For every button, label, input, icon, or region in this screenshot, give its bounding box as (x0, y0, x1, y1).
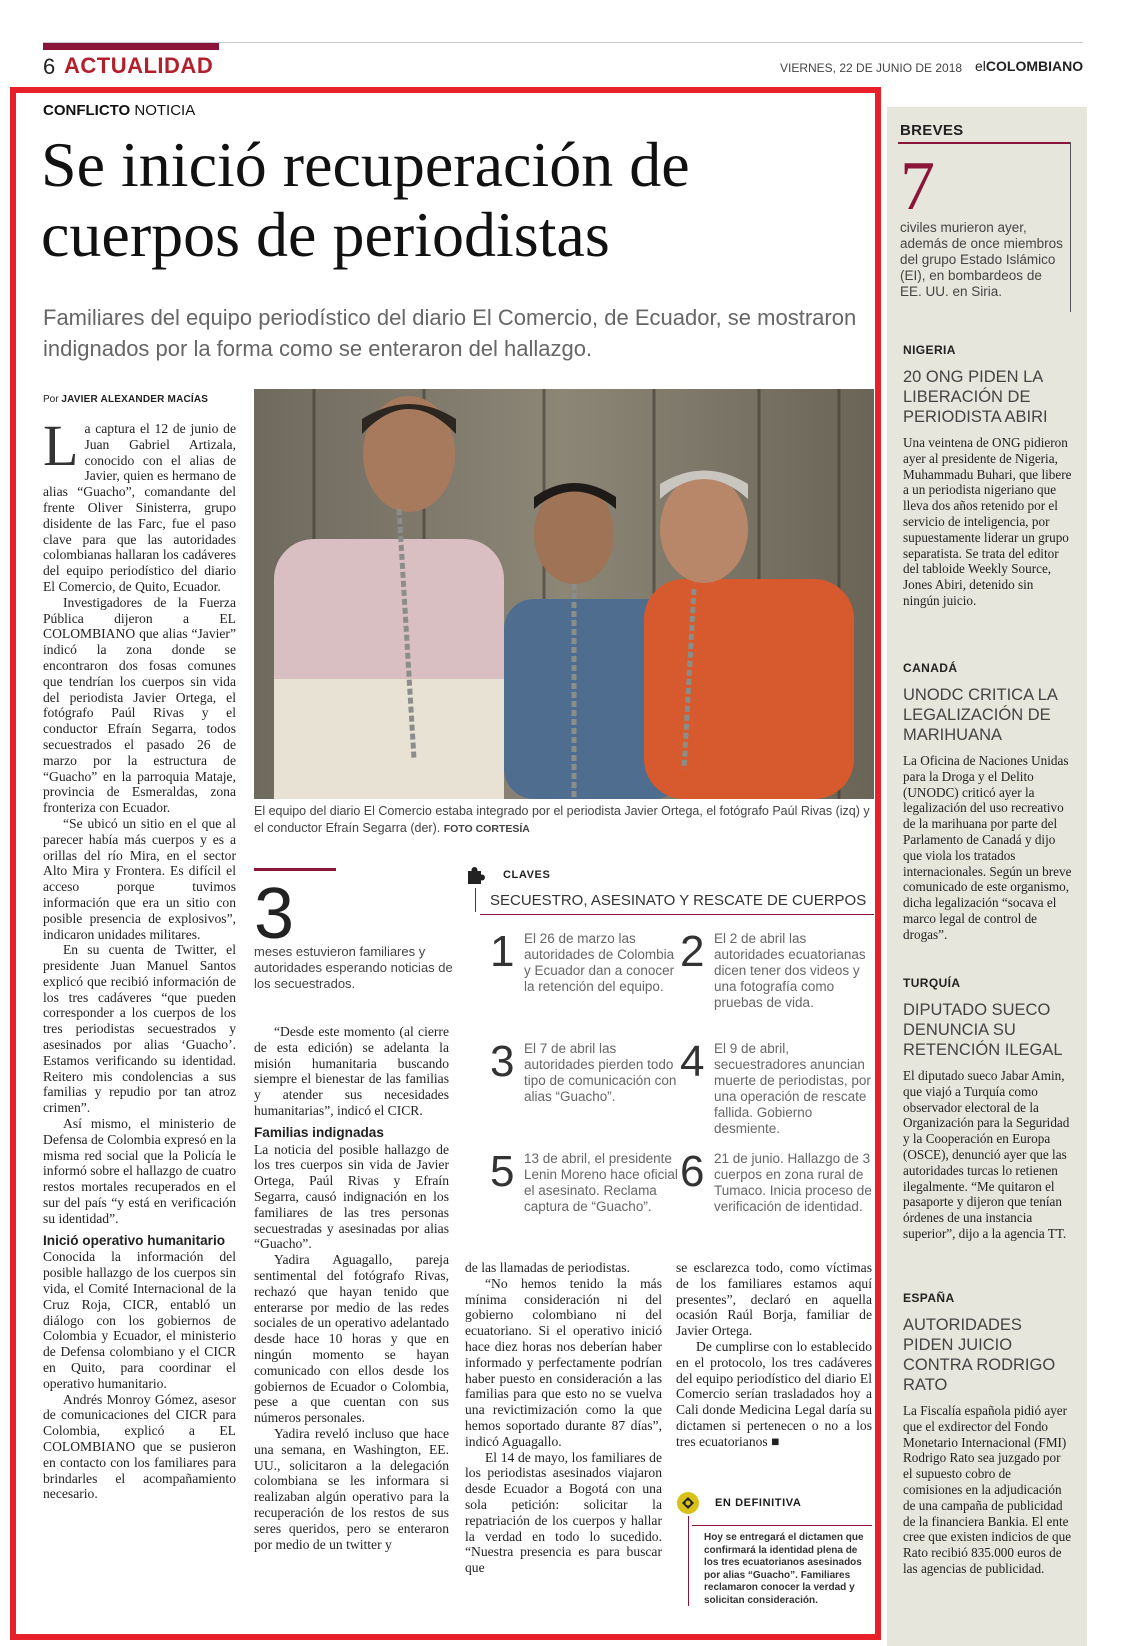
paragraph: “Se ubicó un sitio en el que al parecer había más cuerpos y es a orillas del río Mira, en el sector Alto Mira y Frontera. Es difícil el acceso porque tuvimos información que era un sitio con posible presencia de explosivos”, indicaron unidades militares. (43, 815, 236, 942)
paragraph: Yadira Aguagallo, pareja sentimental del fotógrafo Rivas, rechazó que hayan tenido que enterarse por medio de las redes sociales de un operativo adelantado desde hace 10 horas y que en ningún momento se hayan comunicado con ellos desde los gobiernos de Ecuador o Colombia, pese a que cuentan con sus números personales. (254, 1252, 449, 1426)
paragraph: de las llamadas de periodistas. (465, 1260, 630, 1275)
caption-text: El equipo del diario El Comercio estaba integrado por el periodista Javier Ortega, el fotógrafo Paúl Rivas (izq) y el conductor Efraín Segarra (der). (254, 804, 870, 835)
photo-credit: FOTO CORTESÍA (443, 823, 530, 835)
section-color-bar (43, 43, 219, 50)
timeline-number: 3 (490, 1037, 515, 1086)
paragraph: “No hemos tenido la más mínima consideración ni del gobierno colombiano ni del ecuatoriano. Si el operativo inició hace diez horas nos deberían haber informado y perfectamente podrían haber puesto en consideración a las familias para que esto no se vuelva una revictimización como la que hemos soportado durante 87 días”, indicó Aguagallo. (465, 1275, 662, 1449)
paragraph: Andrés Monroy Gómez, asesor de comunicaciones del CICR para Colombia, explicó a EL COLOMBIANO que se pusieron en contacto con los familiares para brindarles el acompañamiento necesario. (43, 1391, 236, 1502)
newspaper-name-prefix: el (975, 58, 986, 74)
timeline-text: 13 de abril, el presidente Lenin Moreno hace oficial el asesinato. Reclama captura de “Guacho”. (524, 1151, 678, 1214)
paragraph: a captura el 12 de junio de Juan Gabriel Artizala, conocido con el alias de Javier, quien es hermano de alias “Guacho”, comandante del frente Oliver Sinisterra, grupo disidente de las Farc, fue el paso clave para que las autoridades colombianas hallaran los cadáveres del equipo periodístico del diario El Comercio, de Quito, Ecuador. (43, 421, 236, 594)
subheading: Familias indignadas (254, 1124, 384, 1140)
paragraph: El 14 de mayo, los familiares de los periodistas asesinados viajaron desde Ecuador a Bogotá con una sola petición: solicitar la repatriación de los cuerpos y hallar la verdad en todo lo sucedido. “Nuestra presencia es para buscar que (465, 1449, 662, 1576)
stat-number: 3 (254, 874, 295, 954)
brief-espana (903, 1291, 1073, 1577)
brief-turquia (903, 976, 1073, 1242)
paragraph: Investigadores de la Fuerza Pública dijeron a EL COLOMBIANO que alias “Javier” indicó la zona donde se encontraron dos fosas comunes que tendrían los cuerpos sin vida del periodista Javier Ortega, el fotógrafo Paúl Rivas y el conductor Efraín Segarra, todos secuestrados el pasado 26 de marzo por la estructura de “Guacho” en la parroquia Mataje, provincia de Esmeraldas, zona fronteriza con Ecuador. (43, 594, 236, 816)
brief-headline: UNODC CRITICA LA LEGALIZACIÓN DE MARIHUANA (903, 686, 1058, 744)
paragraph: En su cuenta de Twitter, el presidente Juan Manuel Santos explicó que recibió información de los tres cadáveres “que pueden corresponder a los cuerpos de los tres periodistas secuestrados y asesinados por alias ‘Guacho’. Estamos verificando su identidad. Reitero mis condolencias a sus familias y repudio por tan atroz crimen”. (43, 942, 236, 1116)
highlight-frame (10, 87, 881, 1640)
brief-country: TURQUÍA (903, 976, 961, 990)
brief-body: La Oficina de Naciones Unidas para la Droga y el Delito (UNODC) criticó ayer la legalización del uso recreativo de la marihuana por parte del Parlamento de Canadá y dijo que viola los tratados internacionales. Según un breve comunicado de este organismo, dicha legalización “socava el marco legal de control de drogas”. (903, 753, 1072, 942)
paragraph: La noticia del posible hallazgo de los tres cuerpos sin vida de Javier Ortega, Paúl Rivas y Efraín Segarra, causó indignación en los familiares de las tres personas secuestradas y asesinadas por alias “Guacho”. (254, 1141, 449, 1252)
en-definitiva-label: EN DEFINITIVA (715, 1497, 802, 1509)
timeline-text: El 26 de marzo las autoridades de Colombia y Ecuador dan a conocer la retención del equipo. (524, 931, 675, 994)
article-headline: Se inició recuperación de cuerpos de periodistas (41, 129, 690, 270)
paragraph: se esclarezca todo, como víctimas de los familiares estamos aquí presentes”, declaró en aquella ocasión Raúl Borja, familiar de Javier Ortega. (676, 1260, 872, 1339)
brief-body: La Fiscalía española pidió ayer que el exdirector del Fondo Monetario Internacional (FMI) Rodrigo Rato sea juzgado por el supuesto cobro de comisiones en la adjudicación de una campaña de publicidad de la financiera Bankia. El ente cree que existen indicios de que Rato recibió 835.000 euros de las agencias de publicidad. (903, 1403, 1072, 1576)
en-definitiva-text: Hoy se entregará el dictamen que confirmará la identidad plena de los tres ecuatorianos asesinados por alias “Guacho”. Familiares reclamaron conocer la verdad y solicitan consideración. (704, 1532, 864, 1606)
byline-author: JAVIER ALEXANDER MACÍAS (61, 394, 209, 405)
brief-country: CANADÁ (903, 661, 958, 675)
timeline-number: 4 (680, 1037, 705, 1086)
timeline-number: 2 (680, 927, 705, 976)
end-of-article-mark: ■ (771, 1433, 780, 1449)
paragraph: Conocida la información del posible hallazgo de los cuerpos sin vida, el Comité Internacional de la Cruz Roja, CICR, entabló un diálogo con los gobiernos de Colombia y Ecuador, el ministerio de Defensa colombiano y el CICR en Quito, para coordinar el operativo humanitario. (43, 1249, 236, 1391)
brief-headline: AUTORIDADES PIDEN JUICIO CONTRA RODRIGO RATO (903, 1316, 1056, 1394)
brief-country: NIGERIA (903, 343, 956, 357)
sidebar-big-number-text: civiles murieron ayer, además de once miembros del grupo Estado Islámico (EI), en bombardeos de EE. UU. en Siria. (900, 220, 1063, 299)
paragraph-text: De cumplirse con lo establecido en el protocolo, los tres cadáveres del equipo periodístico del diario El Comercio serían trasladados hoy a Cali donde Medicina Legal daría su dictamen si pertenecen o no a los tres ecuatorianos (676, 1338, 872, 1449)
sidebar-label: BREVES (900, 122, 964, 139)
timeline-number: 6 (680, 1147, 705, 1196)
stat-text: meses estuvieron familiares y autoridades esperando noticias de los secuestrados. (254, 944, 453, 991)
timeline-number: 5 (490, 1147, 515, 1196)
article-deck: Familiares del equipo periodístico del diario El Comercio, de Ecuador, se mostraron indignados por la forma como se enteraron del hallazgo. (43, 305, 857, 361)
newspaper-name-main: COLOMBIANO (985, 58, 1084, 74)
issue-date: VIERNES, 22 DE JUNIO DE 2018 (780, 61, 963, 75)
brief-headline: 20 ONG PIDEN LA LIBERACIÓN DE PERIODISTA ABIRI (903, 368, 1048, 426)
claves-title: SECUESTRO, ASESINATO Y RESCATE DE CUERPOS (490, 892, 867, 909)
paragraph: Así mismo, el ministerio de Defensa de Colombia expresó en la misma red social que la Policía le informó sobre el hallazgo de cuatro restos mortales recuperados en el sur del país “y está en verificación su identidad”. (43, 1116, 236, 1226)
sidebar-rule (898, 142, 1070, 144)
paragraph: “Desde este momento (al cierre de esta edición) se adelanta la misión humanitaria buscando siempre el bienestar de las familias y atender sus necesidades humanitarias”, indicó el CICR. (254, 1024, 449, 1118)
timeline-text: El 2 de abril las autoridades ecuatorianas dicen tener dos videos y una fotografía como pruebas de vida. (714, 931, 866, 1010)
byline-prefix: Por (43, 394, 59, 405)
brief-nigeria (903, 343, 1073, 609)
timeline-text: El 9 de abril, secuestradores anuncian muerte de periodistas, por una operación de rescate fallida. Gobierno desmiente. (714, 1041, 871, 1136)
brief-body: Una veintena de ONG pidieron ayer al presidente de Nigeria, Muhammadu Buhari, que libere a un periodista nigeriano que lleva dos años retenido por el servicio de inteligencia, por supuestamente liderar un grupo separatista. Se trata del editor del tabloide Weekly Source, Jones Abiri, detenido sin ningún juicio. (903, 435, 1072, 608)
brief-headline: DIPUTADO SUECO DENUNCIA SU RETENCIÓN ILEGAL (903, 1001, 1063, 1059)
brief-country: ESPAÑA (903, 1291, 955, 1305)
timeline-text: 21 de junio. Hallazgo de 3 cuerpos en zona rural de Tumaco. Inicia proceso de verificación de identidad. (714, 1151, 872, 1214)
drop-cap: L (43, 413, 79, 478)
timeline-text: El 7 de abril las autoridades pierden todo tipo de comunicación con alias “Guacho”. (524, 1041, 677, 1104)
paragraph: Yadira reveló incluso que hace una semana, en Washington, EE. UU., solicitaron a la delegación colombiana se les informara si realizaban algún operativo para la recuperación de los restos de sus seres queridos, pero se enteraron por medio de un twitter y (254, 1425, 449, 1552)
claves-label: CLAVES (503, 869, 551, 881)
kicker-topic: CONFLICTO (43, 102, 131, 119)
timeline-number: 1 (490, 927, 515, 976)
sidebar-vertical-rule (1070, 142, 1071, 312)
brief-canada (903, 661, 1073, 943)
kicker-type: NOTICIA (134, 102, 196, 119)
brief-body: El diputado sueco Jabar Amin, que viajó a Turquía como observador electoral de la Organización para la Seguridad y la Cooperación en Europa (OSCE), denunció ayer que las autoridades turcas lo retienen ilegalmente. “Me quitaron el pasaporte y dijeron que tenían órdenes de una instancia superior”, dijo a la agencia TT. (903, 1068, 1070, 1241)
section-name: ACTUALIDAD (64, 53, 214, 78)
newspaper-name (975, 58, 1083, 74)
page-number: 6 (43, 54, 56, 79)
sidebar-big-number: 7 (900, 148, 935, 225)
subheading: Inició operativo humanitario (43, 1232, 226, 1248)
